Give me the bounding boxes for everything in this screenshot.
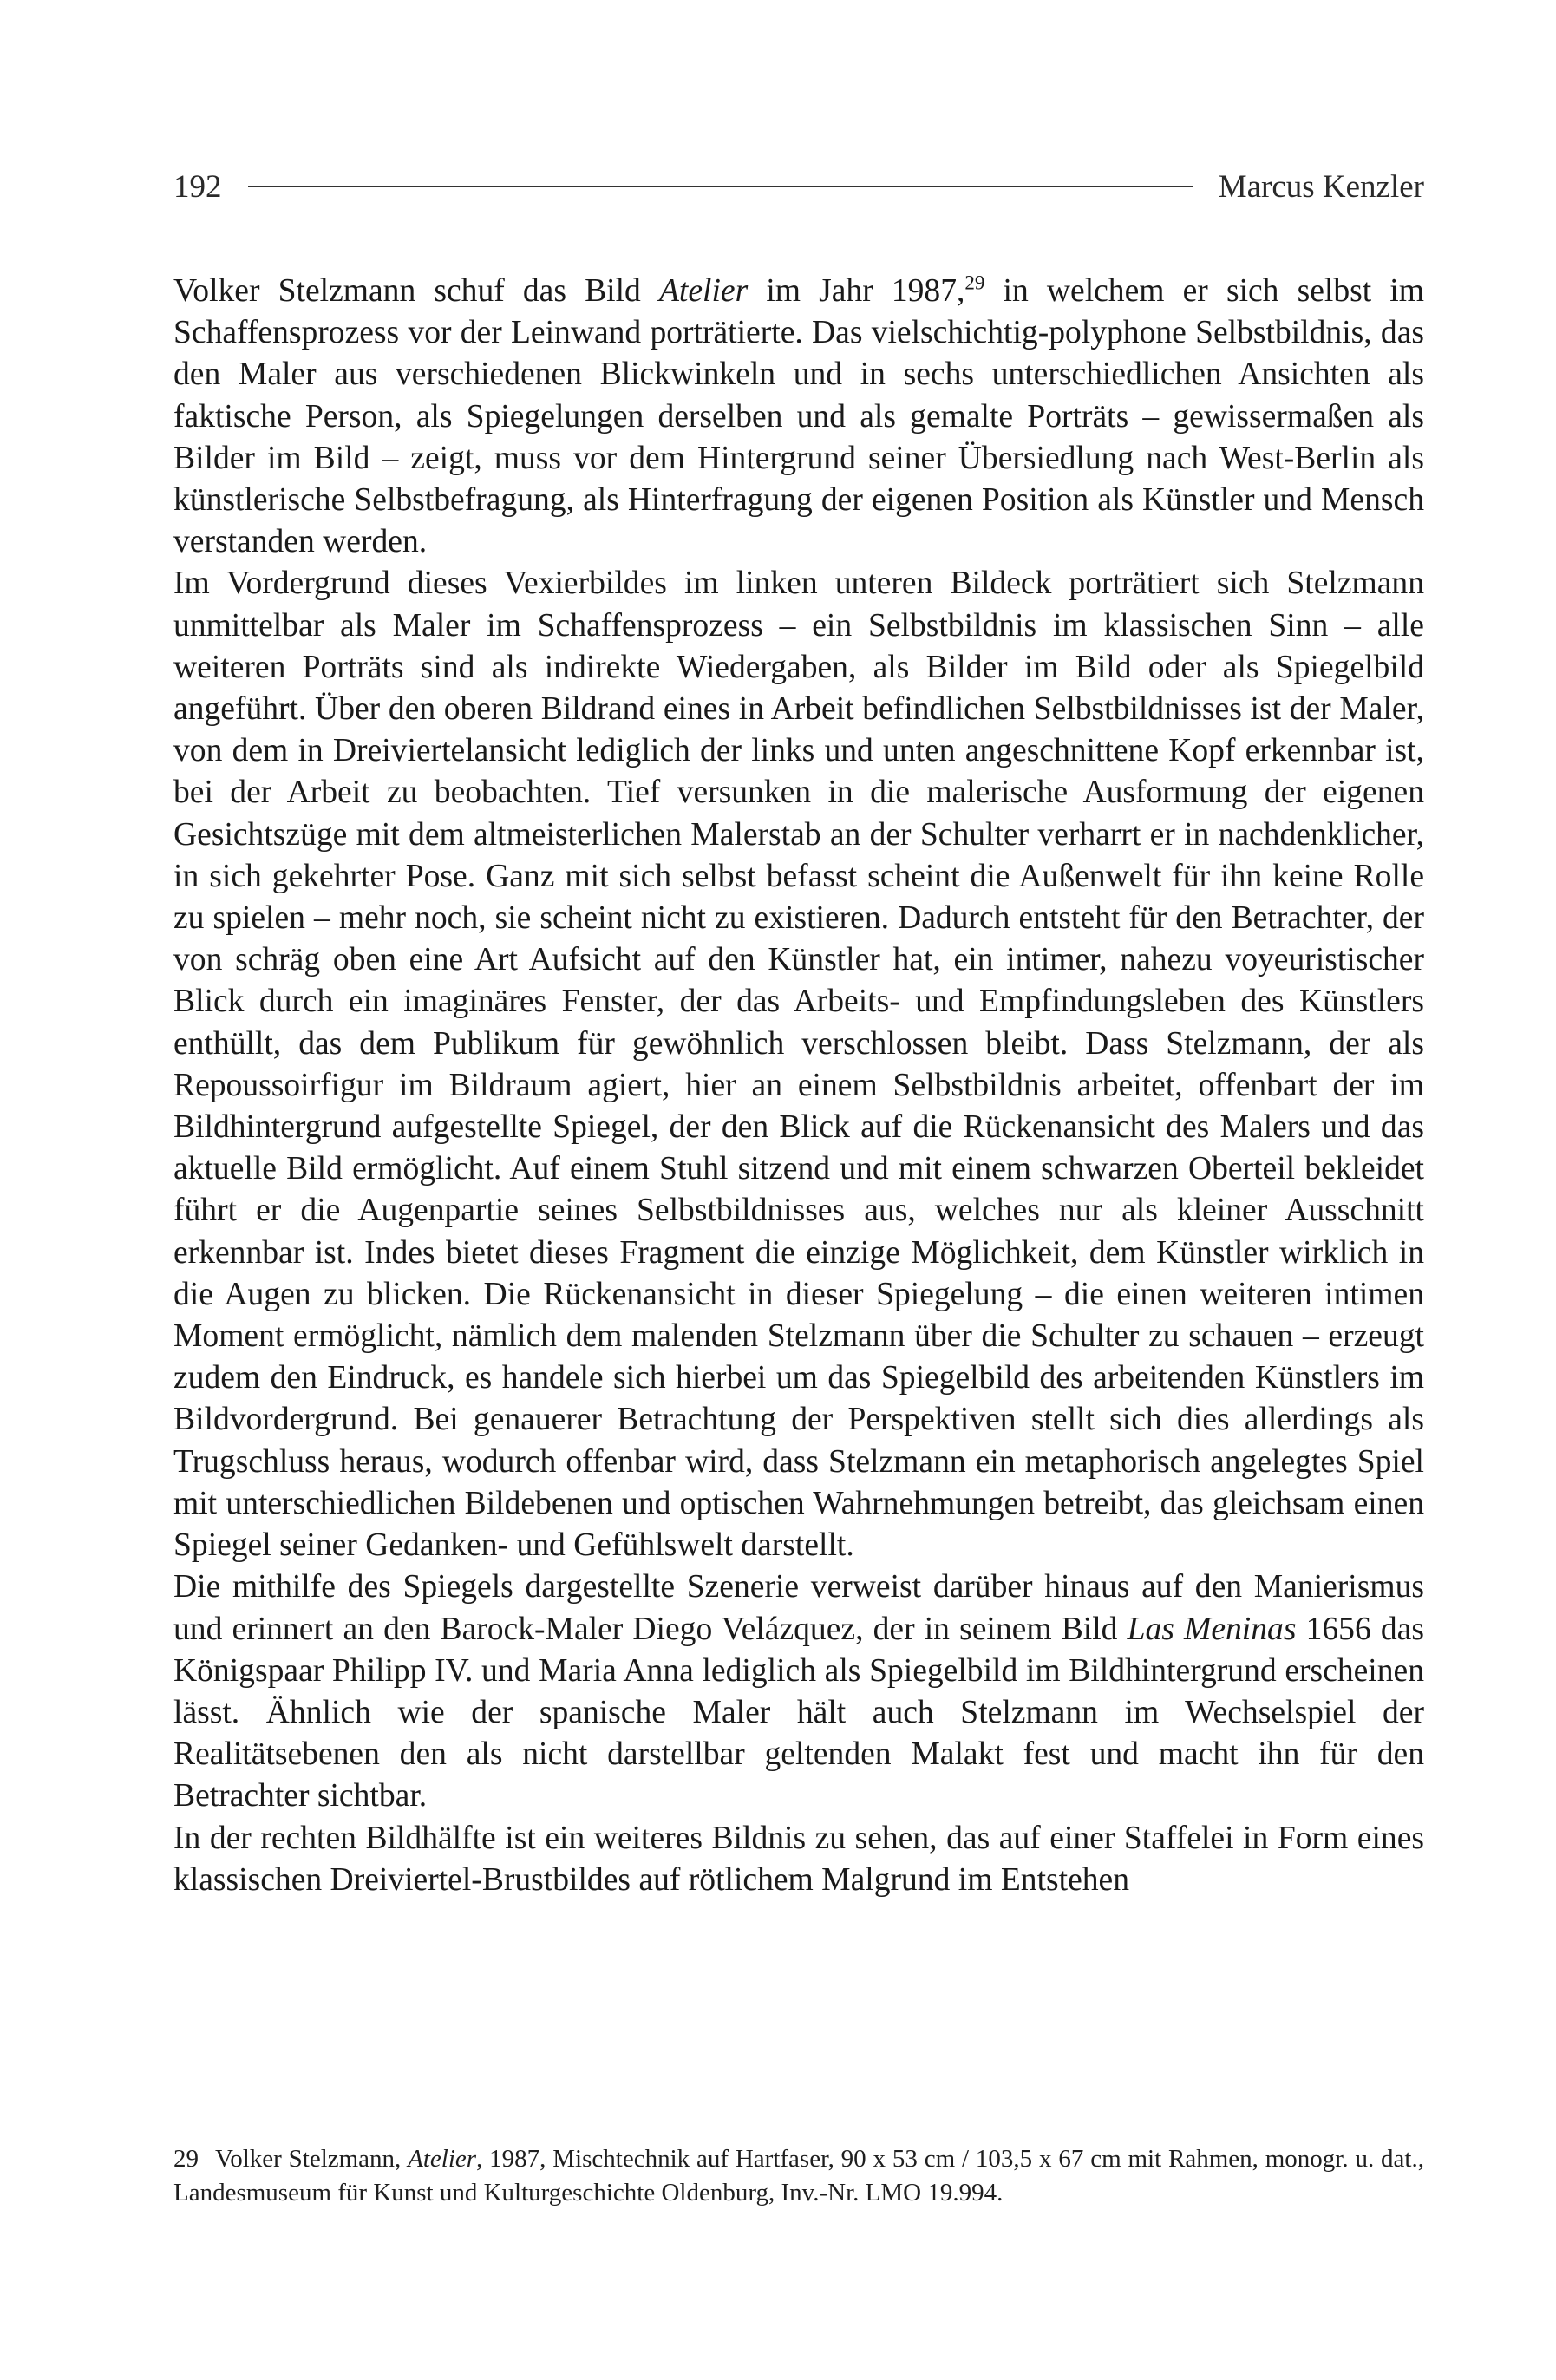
- body-text: [173, 271, 1424, 1901]
- running-head: [173, 165, 1424, 208]
- paragraph-2: Im Vordergrund dieses Vexierbildes im linken unteren Bildeck porträtiert sich Stelzmann unmittelbar als Maler im Schaffensprozess – ein Selbstbildnis im klassischen Sinn – alle weiteren Porträts sind als indirekte Wiedergaben, als Bilder im Bild oder als Spiegelbild angeführt. Über den oberen Bildrand eines in Arbeit befindlichen Selbstbildnisses ist der Maler, von dem in Dreiviertelansicht lediglich der links und unten angeschnittene Kopf erkennbar ist, bei der Arbeit zu beobachten. Tief versunken in die malerische Ausformung der eigenen Gesichtszüge mit dem altmeisterlichen Malerstab an der Schulter verharrt er in nachdenklicher, in sich gekehrter Pose. Ganz mit sich selbst befasst scheint die Außenwelt für ihn keine Rolle zu spielen – mehr noch, sie scheint nicht zu existieren. Dadurch entsteht für den Betrachter, der von schräg oben eine Art Aufsicht auf den Künstler hat, ein intimer, nahezu voyeuristischer Blick durch ein imaginäres Fenster, der das Arbeits- und Empfindungsleben des Künstlers enthüllt, das dem Publikum für gewöhnlich verschlossen bleibt. Dass Stelzmann, der als Repoussoirfigur im Bildraum agiert, hier an einem Selbstbildnis arbeitet, offenbart der im Bildhintergrund aufgestellte Spiegel, der den Blick auf die Rückenansicht des Malers und das aktuelle Bild ermöglicht. Auf einem Stuhl sitzend und mit einem schwarzen Oberteil bekleidet führt er die Augenpartie seines Selbstbildnisses aus, welches nur als kleiner Ausschnitt erkennbar ist. Indes bietet dieses Fragment die einzige Möglichkeit, dem Künstler wirklich in die Augen zu blicken. Die Rückenansicht in dieser Spiegelung – die einen weiteren intimen Moment ermöglicht, nämlich dem malenden Stelzmann über die Schulter zu schauen – erzeugt zudem den Eindruck, es handele sich hierbei um das Spiegelbild des arbeitenden Künstlers im Bildvordergrund. Bei genauerer Betrachtung der Perspektiven stellt sich dies allerdings als Trugschluss heraus, wodurch offenbar wird, dass Stelzmann ein metaphorisch angelegtes Spiel mit unterschiedlichen Bildebenen und optischen Wahrnehmungen betreibt, das gleichsam einen Spiegel seiner Gedanken- und Gefühlswelt darstellt.: [173, 566, 1424, 1564]
- footnote-text: Volker Stelzmann, Atelier, 1987, Mischtechnik auf Hartfaser, 90 x 53 cm / 103,5 x 67 cm mit Rahmen, monogr. u. dat., Landesmuseum für Kunst und Kulturgeschichte Oldenburg, Inv.-Nr. LMO 19.994.: [173, 2145, 1424, 2207]
- artwork-title-atelier: Atelier: [658, 273, 749, 309]
- paragraph-3: Die mithilfe des Spiegels dargestellte Szenerie verweist darüber hinaus auf den Manierismus und erinnert an den Barock-Maler Diego Velázquez, der in seinem Bild Las Meninas 1656 das Königspaar Philipp IV. und Maria Anna lediglich als Spiegelbild im Bildhintergrund erscheinen lässt. Ähnlich wie der spanische Maler hält auch Stelzmann im Wechselspiel der Realitätsebenen den als nicht darstellbar geltenden Malakt fest und macht ihn für den Betrachter sichtbar.: [173, 1569, 1424, 1814]
- paragraph-4: In der rechten Bildhälfte ist ein weiteres Bildnis zu sehen, das auf einer Staffelei in Form eines klassischen Dreiviertel-Brustbildes auf rötlichem Malgrund im Entstehen: [173, 1820, 1424, 1898]
- artwork-title-las-meninas: Las Meninas: [1127, 1611, 1297, 1647]
- paragraph-1: Volker Stelzmann schuf das Bild Atelier im Jahr 1987,29 in welchem er sich selbst im Schaffensprozess vor der Leinwand porträtierte. Das vielschichtig-polyphone Selbstbildnis, das den Maler aus verschiedenen Blickwinkeln und in sechs unterschiedlichen Ansichten als faktische Person, als Spiegelungen derselben und als gemalte Porträts – gewissermaßen als Bilder im Bild – zeigt, muss vor dem Hintergrund seiner Übersiedlung nach West-Berlin als künstlerische Selbstbefragung, als Hinterfragung der eigenen Position als Künstler und Mensch verstanden werden.: [173, 271, 1424, 560]
- footnote-number: 29: [173, 2145, 199, 2173]
- footnote: [173, 2142, 1424, 2210]
- footnote-artwork-title: Atelier: [408, 2145, 477, 2173]
- header-rule: [248, 186, 1193, 187]
- page-number: 192: [173, 168, 222, 205]
- footnote-reference[interactable]: 29: [964, 271, 985, 294]
- running-head-author: Marcus Kenzler: [1218, 168, 1424, 205]
